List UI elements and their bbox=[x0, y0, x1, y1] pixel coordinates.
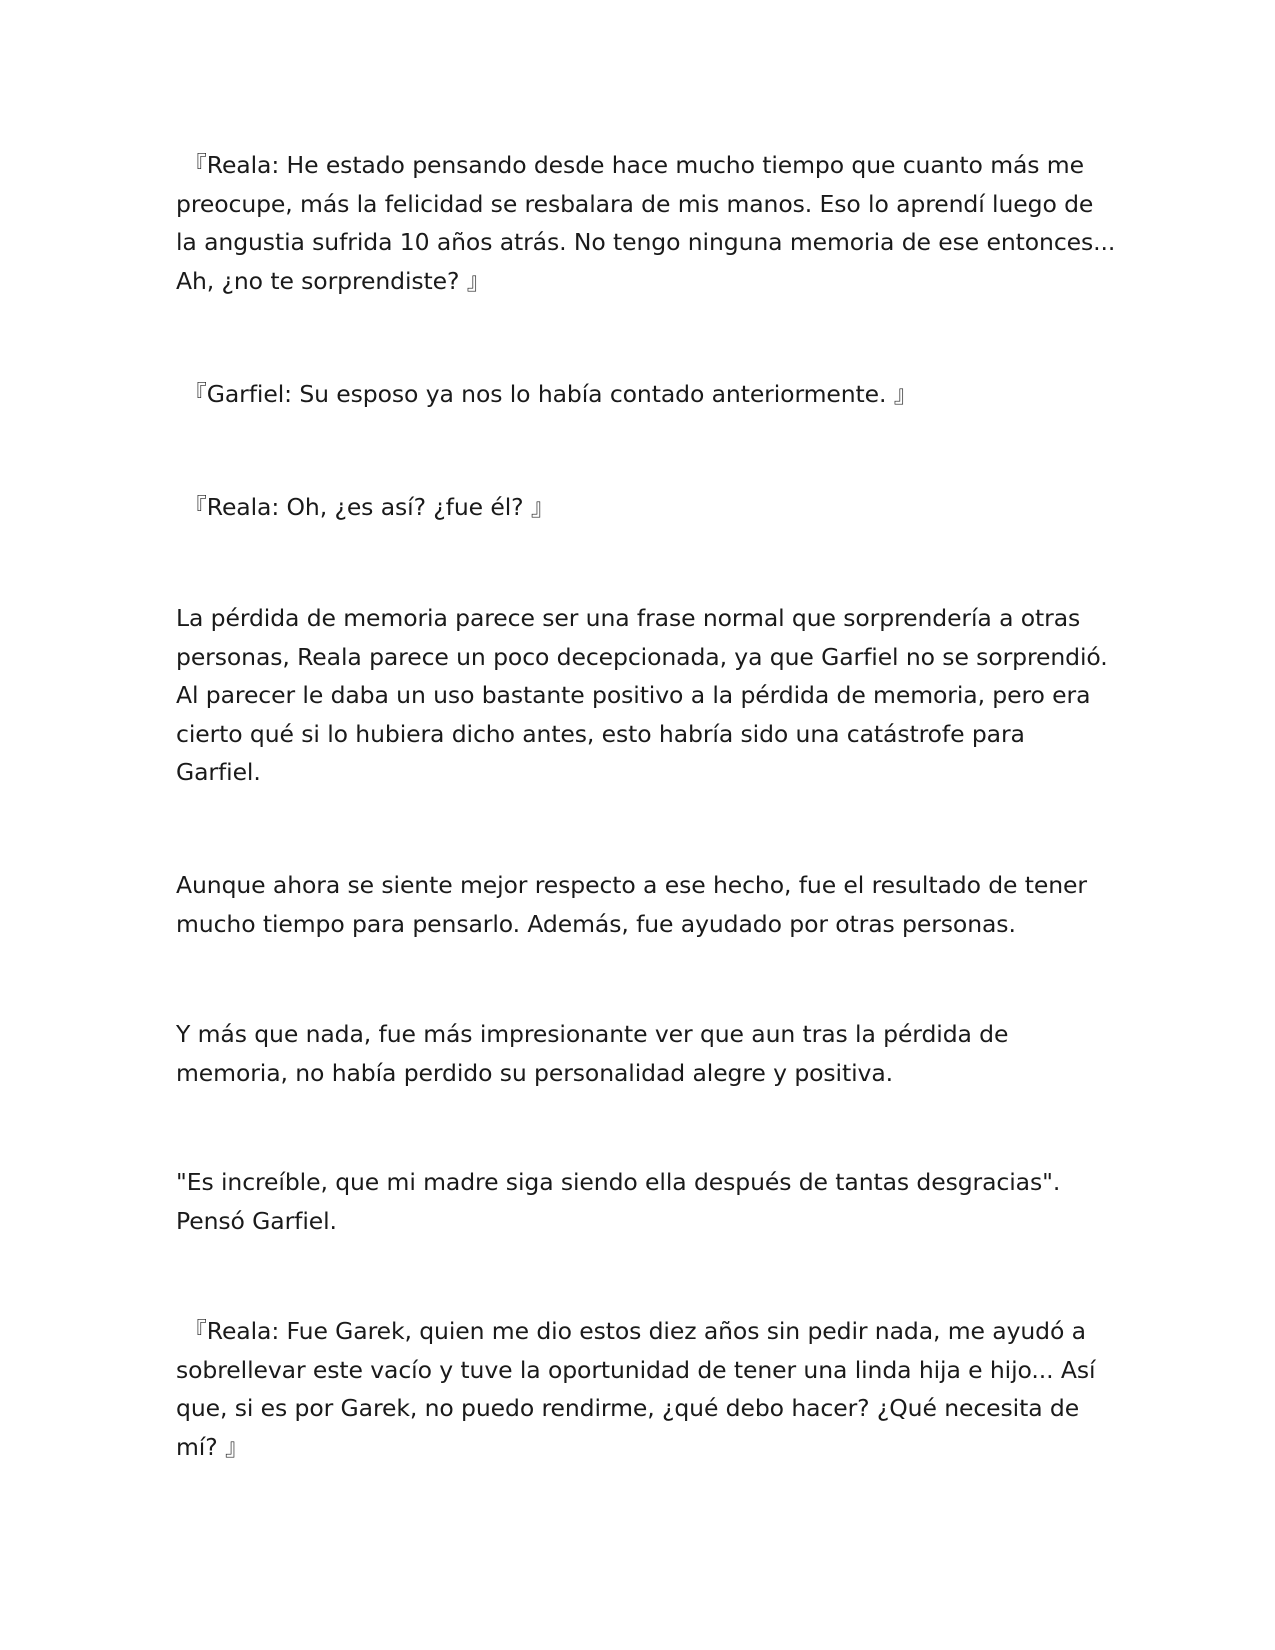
thought-garfiel: "Es increíble, que mi madre siga siendo ella después de tantas desgracias". Pensó Garfiel. bbox=[176, 1168, 1061, 1235]
dialogue-reala-1: 『Reala: He estado pensando desde hace mucho tiempo que cuanto más me preocupe, más la felicidad se resbalara de mis manos. Eso lo aprendí luego de la angustia sufrida 10 años atrás. No tengo ninguna memoria de ese entonces... Ah, ¿no te sorprendiste? 』 bbox=[176, 151, 1116, 295]
dialogue-reala-3: 『Reala: Fue Garek, quien me dio estos diez años sin pedir nada, me ayudó a sobrellevar este vacío y tuve la oportunidad de tener una linda hija e hijo... Así que, si es por Garek, no puedo rendirme, ¿qué debo hacer? ¿Qué necesita de mí? 』 bbox=[176, 1317, 1096, 1461]
narration-paragraph-2: Aunque ahora se siente mejor respecto a ese hecho, fue el resultado de tener mucho tiempo para pensarlo. Además, fue ayudado por otras personas. bbox=[176, 871, 1087, 938]
narration-paragraph-3: Y más que nada, fue más impresionante ver que aun tras la pérdida de memoria, no había perdido su personalidad alegre y positiva. bbox=[176, 1020, 1009, 1087]
dialogue-reala-2: 『Reala: Oh, ¿es así? ¿fue él? 』 bbox=[176, 493, 555, 521]
narration-paragraph-1: La pérdida de memoria parece ser una frase normal que sorprendería a otras personas, Reala parece un poco decepcionada, ya que Garfiel no se sorprendió. Al parecer le daba un uso bastante positivo a la pérdida de memoria, pero era cierto qué si lo hubiera dicho antes, esto habría sido una catástrofe para Garfiel. bbox=[176, 604, 1108, 786]
dialogue-garfiel-1: 『Garfiel: Su esposo ya nos lo había contado anteriormente. 』 bbox=[176, 380, 918, 408]
